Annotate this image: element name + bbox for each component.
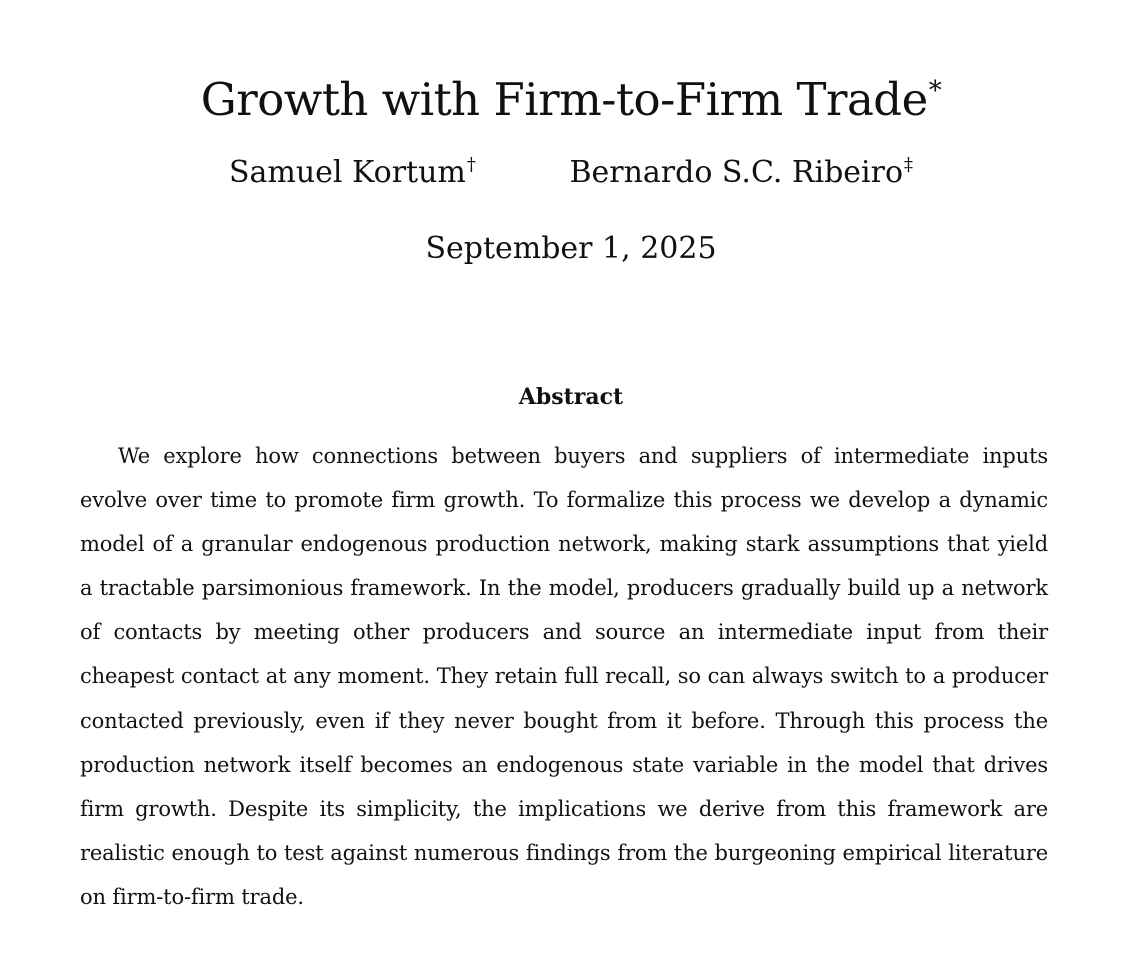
title-footnote-mark: * [928, 76, 942, 107]
author-list [0, 150, 1142, 196]
author-name: Samuel Kortum [228, 155, 466, 190]
paper-title [0, 68, 1142, 132]
abstract-heading: Abstract [518, 384, 624, 410]
paper-date: September 1, 2025 [425, 231, 717, 266]
author-kortum [229, 150, 476, 196]
author-footnote-mark: ‡ [904, 154, 914, 175]
author-name: Bernardo S.C. Ribeiro [569, 155, 904, 190]
paper-title-text: Growth with Firm-to-Firm Trade [200, 73, 928, 127]
author-footnote-mark: † [466, 154, 476, 175]
author-ribeiro [569, 150, 913, 196]
abstract-body: We explore how connections between buyers and suppliers of intermediate inputs evolve over time to promote firm growth. To formalize this process we develop a dynamic model of a granular endogenous production network, making stark assumptions that yield a tractable parsimonious framework. In the model, producers gradually build up a network of contacts by meeting other producers and source an intermediate input from their cheapest contact at any moment. They retain full recall, so can always switch to a producer contacted previously, even if they never bought from it before. Through this process the production network itself becomes an endogenous state variable in the model that drives firm growth. Despite its simplicity, the implications we derive from this framework are realistic enough to test against numerous findings from the burgeoning empirical literature on firm-to-firm trade. [80, 444, 1048, 909]
